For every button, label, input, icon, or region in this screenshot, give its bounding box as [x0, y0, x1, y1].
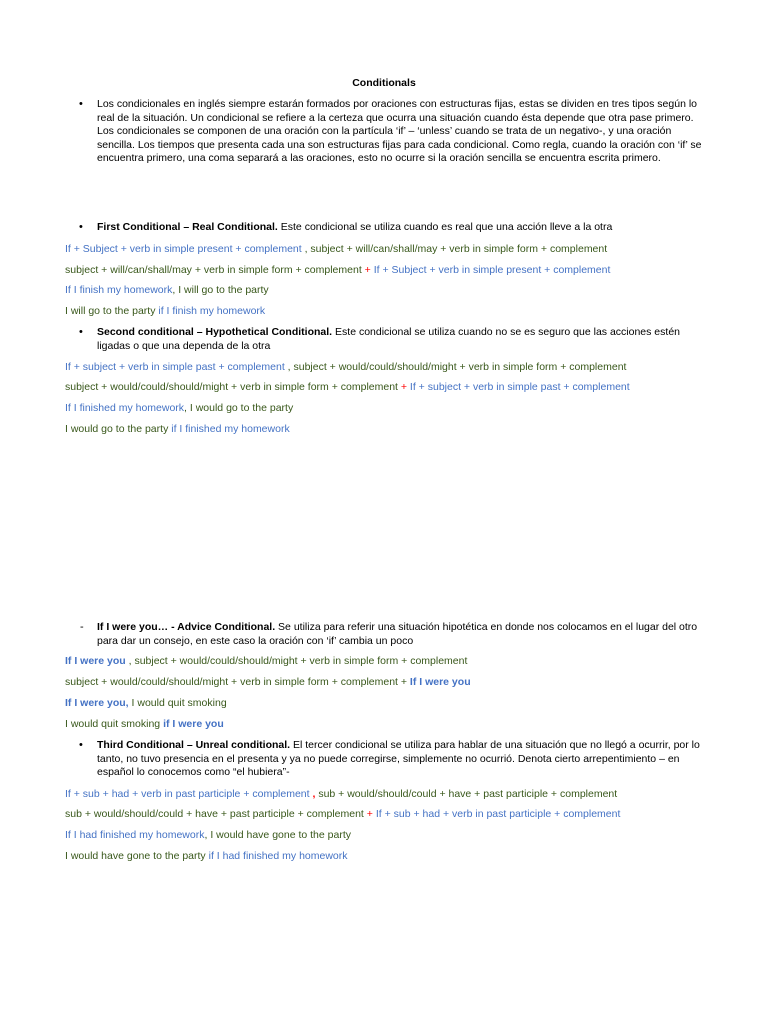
second-formula-1-main-clause: , subject + would/could/should/might + verb in simple form + complement — [287, 361, 627, 373]
second-formula-2-main-clause: subject + would/could/should/might + verb in simple form + complement — [65, 381, 401, 393]
intro-paragraph-1: • Los condicionales en inglés siempre estarán formados por oraciones con estructuras fijas, estas se dividen en tres tipos según lo real de la situación. Un condicional se refiere a la certeza que ocurra una situación cuando ésta depende que otra pase primero. — [97, 98, 697, 124]
first-formula-2 — [65, 264, 610, 277]
first-example-2-main-clause: I will go to the party — [65, 305, 159, 317]
second-conditional-description: Este condicional se utiliza cuando no se es seguro que las acciones estén ligadas o que una dependa de la otra — [97, 326, 680, 352]
advice-formula-1 — [65, 655, 467, 668]
advice-formula-2-main-clause: subject + would/could/should/might + verb in simple form + complement + — [65, 676, 410, 688]
second-example-2-if-clause: if I finished my homework — [171, 423, 290, 435]
advice-example-2 — [65, 718, 224, 731]
second-formula-2-if-clause: If + subject + verb in simple past + complement — [407, 381, 630, 393]
third-example-2-main-clause: I would have gone to the party — [65, 850, 209, 862]
second-formula-1 — [65, 361, 626, 374]
third-formula-2-main-clause: sub + would/should/could + have + past participle + complement — [65, 808, 367, 820]
first-example-1 — [65, 284, 269, 297]
first-formula-2-main-clause: subject + will/can/shall/may + verb in simple form + complement — [65, 264, 365, 276]
third-example-2 — [65, 850, 348, 863]
second-example-1-if-clause: If I finished my homework — [65, 402, 185, 414]
third-example-1 — [65, 829, 351, 842]
page-title: Conditionals — [352, 77, 416, 89]
second-example-2 — [65, 423, 290, 436]
advice-formula-2 — [65, 676, 471, 689]
advice-formula-1-if-clause: If I were you — [65, 655, 129, 667]
intro-bullet — [97, 98, 707, 166]
second-formula-1-if-clause: If + subject + verb in simple past + complement — [65, 361, 288, 373]
first-example-2 — [65, 305, 265, 318]
first-example-1-if-clause: If I finish my homework — [65, 284, 173, 296]
third-conditional-bullet — [97, 739, 707, 780]
second-conditional-heading: Second conditional – Hypothetical Conditional. — [97, 326, 333, 338]
first-conditional-bullet — [97, 221, 707, 235]
first-example-2-if-clause: if I finish my homework — [158, 305, 266, 317]
third-formula-2-if-clause: If + sub + had + verb in past participle + complement — [372, 808, 621, 820]
intro-paragraph-2: Los condicionales se componen de una oración con la partícula ‘if’ – ‘unless’ cuando se trata de un negativo-, y una oración sencilla. Los tiempos que presenta cada una son estructuras fijas para cada condicional. Como regla, cuando la oración con ‘if’ se encuentra primero, una coma separará a las oraciones, esto no ocurre si la oración sencilla se encuentra escrita primero. — [97, 125, 702, 164]
advice-example-2-main-clause: I would quit smoking — [65, 718, 164, 730]
second-formula-2 — [65, 381, 630, 394]
third-example-2-if-clause: if I had finished my homework — [208, 850, 348, 862]
advice-example-1-main-clause: I would quit smoking — [128, 697, 227, 709]
third-formula-1 — [65, 788, 617, 801]
third-formula-2 — [65, 808, 620, 821]
first-conditional-heading: First Conditional – Real Conditional. — [97, 221, 278, 233]
second-formula-2-plus: + — [400, 381, 408, 393]
second-example-2-main-clause: I would go to the party — [65, 423, 172, 435]
advice-example-1 — [65, 697, 227, 710]
advice-formula-1-main-clause: , subject + would/could/should/might + verb in simple form + complement — [128, 655, 468, 667]
second-example-1 — [65, 402, 293, 415]
third-formula-1-comma: , — [312, 788, 316, 800]
first-formula-2-if-clause: If + Subject + verb in simple present + complement — [370, 264, 611, 276]
third-formula-1-if-clause: If + sub + had + verb in past participle + complement — [65, 788, 313, 800]
advice-conditional-description: Se utiliza para referir una situación hipotética en donde nos colocamos en el lugar del otro para dar un consejo, en este caso la oración con ‘if’ cambia un poco — [97, 621, 698, 647]
first-formula-1-main-clause: , subject + will/can/shall/may + verb in simple form + complement — [304, 243, 608, 255]
advice-example-1-if-clause: If I were you, — [65, 697, 129, 709]
advice-conditional-heading: If I were you… - Advice Conditional. — [97, 621, 276, 633]
third-conditional-heading: Third Conditional – Unreal conditional. — [97, 739, 291, 751]
third-formula-1-main-clause: sub + would/should/could + have + past participle + complement — [315, 788, 618, 800]
first-example-1-main-clause: , I will go to the party — [172, 284, 269, 296]
third-example-1-main-clause: , I would have gone to the party — [204, 829, 351, 841]
advice-formula-2-if-clause: If I were you — [409, 676, 471, 688]
third-formula-2-plus: + — [366, 808, 373, 820]
second-example-1-main-clause: , I would go to the party — [184, 402, 294, 414]
advice-example-2-if-clause: if I were you — [163, 718, 224, 730]
third-conditional-description: El tercer condicional se utiliza para hablar de una situación que no llegó a ocurrir, por lo tanto, no tuvo presencia en el presenta y ya no puede corregirse, simplemente no ocurrió. Denota cierto arrepentimiento – en español lo conocemos como “el hubiera”- — [97, 739, 700, 778]
first-formula-1 — [65, 243, 607, 256]
first-formula-1-if-clause: If + Subject + verb in simple present + complement — [65, 243, 305, 255]
first-formula-2-plus: + — [364, 264, 371, 276]
third-example-1-if-clause: If I had finished my homework — [65, 829, 205, 841]
advice-conditional-item — [97, 621, 707, 648]
second-conditional-bullet — [97, 326, 707, 353]
first-conditional-description: Este condicional se utiliza cuando es real que una acción lleve a la otra — [277, 221, 613, 233]
